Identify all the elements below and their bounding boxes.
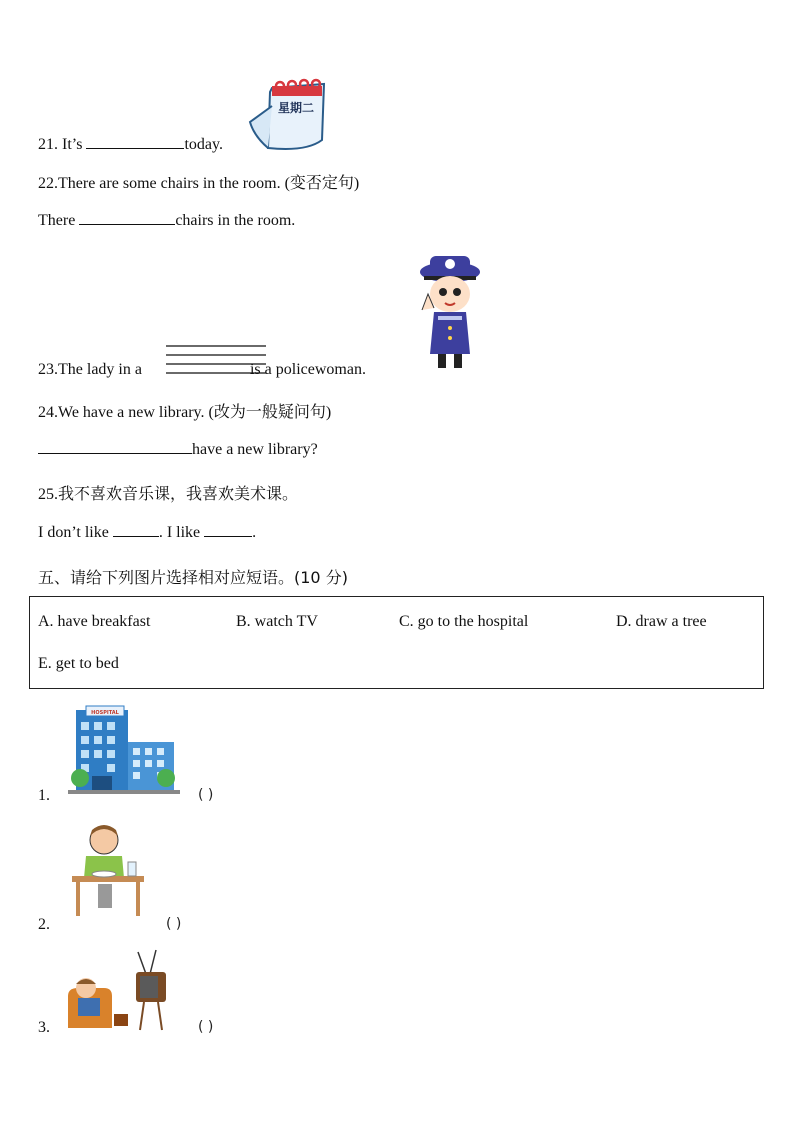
question-25-answer-line — [38, 524, 256, 542]
hospital-illustration — [68, 706, 180, 796]
answer-parentheses[interactable]: ( ) — [198, 787, 214, 803]
answer-blank[interactable] — [38, 441, 192, 454]
section-heading: 五、请给下列图片选择相对应短语。(10 分) — [38, 568, 348, 587]
option-b: B. watch TV — [236, 613, 318, 630]
option-a: A. have breakfast — [38, 613, 151, 630]
hospital-sign-text: HOSPITAL — [91, 710, 119, 716]
option-c: C. go to the hospital — [399, 613, 529, 630]
question-text: . I like — [158, 524, 205, 541]
answer-parentheses[interactable]: ( ) — [198, 1019, 214, 1035]
item-3-number: 3. — [38, 1019, 50, 1036]
breakfast-illustration — [70, 822, 146, 918]
watch-tv-illustration — [64, 948, 172, 1032]
question-21 — [38, 136, 223, 154]
question-text: There — [38, 212, 80, 229]
item-2-number: 2. — [38, 916, 50, 933]
policewoman-illustration — [414, 250, 486, 376]
question-text: is a policewoman. — [245, 361, 366, 378]
question-24-prompt: 24.We have a new library. (改为一般疑问句) — [38, 404, 332, 421]
option-e: E. get to bed — [38, 655, 119, 672]
option-d: D. draw a tree — [616, 613, 707, 630]
answer-blank[interactable] — [86, 136, 184, 149]
answer-blank[interactable] — [79, 212, 175, 225]
question-text: I don’t like — [38, 524, 113, 541]
question-22-answer-line — [38, 212, 295, 230]
item-1-number: 1. — [38, 787, 50, 804]
question-text: chairs in the room. — [175, 212, 296, 229]
question-number: 21. — [38, 136, 62, 153]
question-24-answer-line — [38, 441, 318, 459]
four-line-writing-guide[interactable] — [166, 342, 267, 378]
question-text: . — [252, 524, 257, 541]
calendar-icon — [246, 78, 328, 150]
answer-blank[interactable] — [204, 524, 252, 537]
calendar-label: 星期二 — [277, 101, 315, 115]
question-text: 23.The lady in a — [38, 361, 146, 378]
options-box — [29, 596, 764, 689]
question-text: have a new library? — [192, 441, 318, 458]
question-22-prompt: 22.There are some chairs in the room. (变否定句) — [38, 175, 360, 192]
question-text: It’s — [62, 136, 87, 153]
answer-parentheses[interactable]: ( ) — [166, 916, 182, 932]
question-25-prompt: 25.我不喜欢音乐课，我喜欢美术课。 — [38, 486, 299, 503]
answer-blank[interactable] — [113, 524, 159, 537]
question-text: today. — [184, 136, 223, 153]
